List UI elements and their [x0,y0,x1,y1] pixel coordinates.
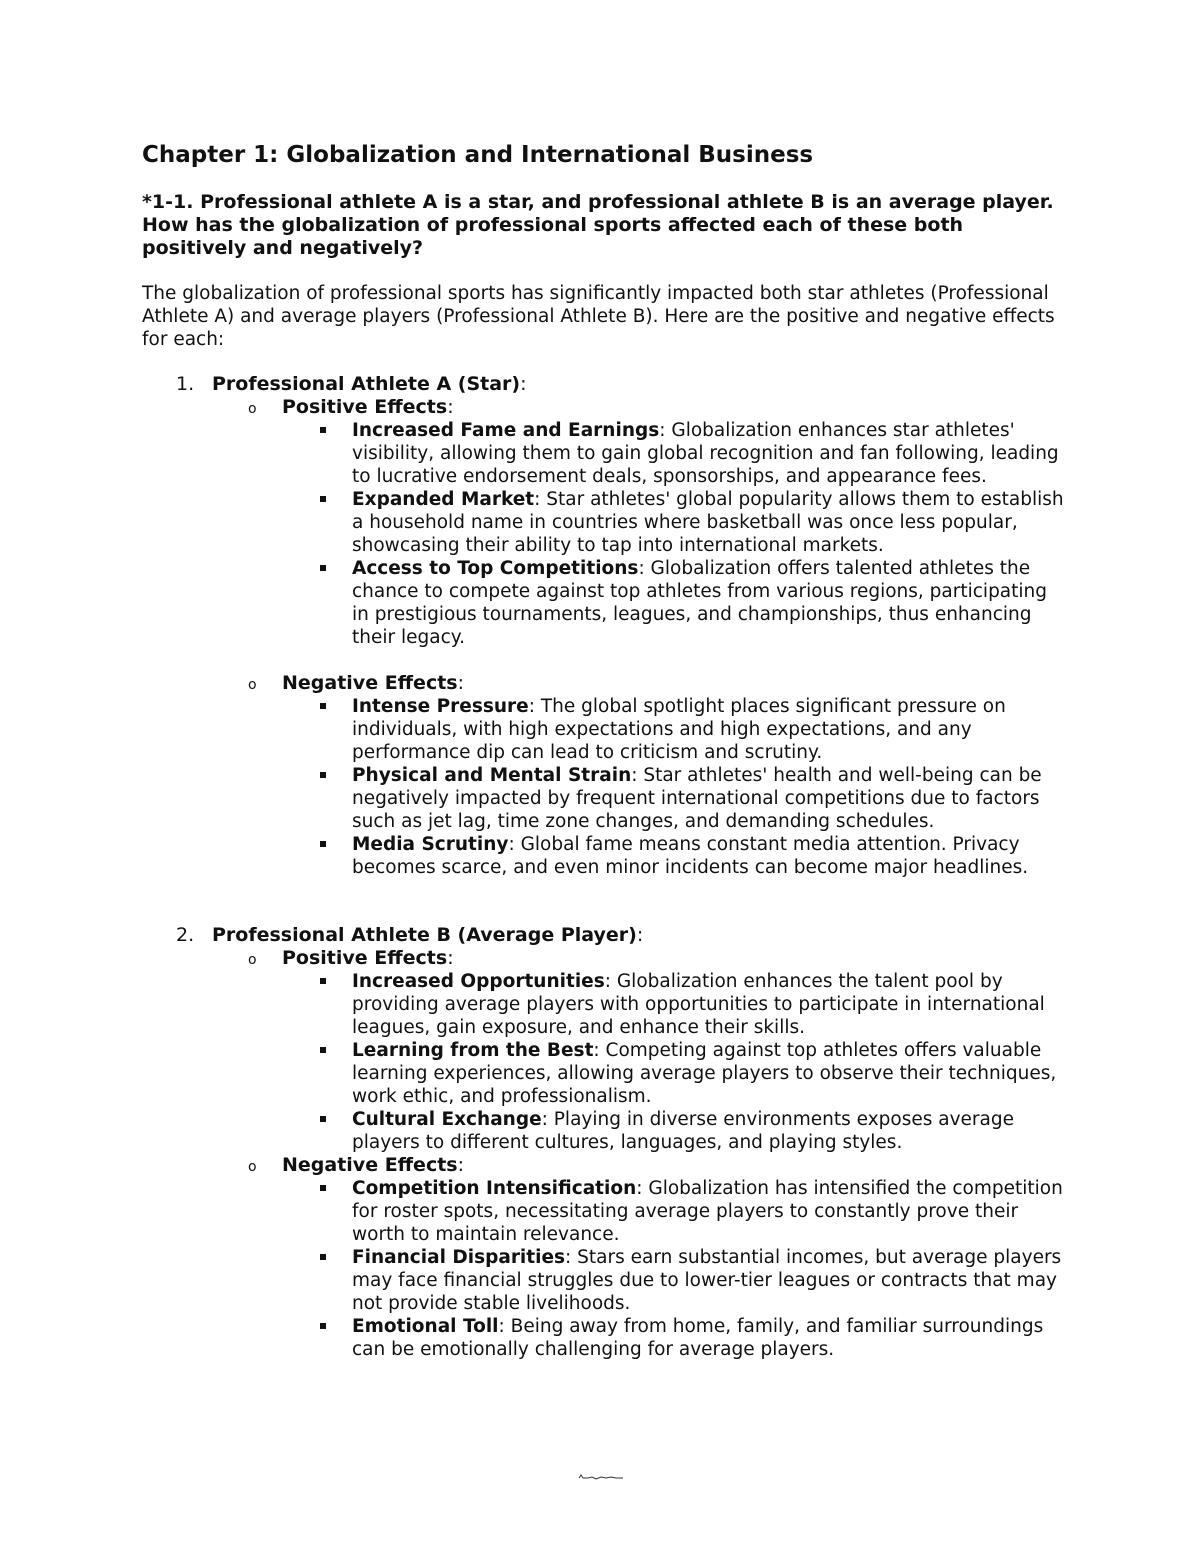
item-term: Intense Pressure [352,696,529,717]
item-text: : Globalization enhances the talent pool by providing average players with opportunities to participate in international leagues, gain exposure, and enhance their skills. [352,971,1045,1038]
footer-scribble-icon [578,1474,624,1480]
item-term: Access to Top Competitions [352,558,639,579]
list-item [318,695,1068,764]
group-heading-negative [248,1154,464,1179]
square-bullet-icon [320,978,326,984]
section-number: 2. [176,924,195,946]
page-title: Chapter 1: Globalization and International Business [142,142,814,168]
item-term: Financial Disparities [352,1247,566,1268]
section-heading [176,373,527,396]
item-term: Expanded Market [352,489,535,510]
item-term: Physical and Mental Strain [352,765,632,786]
section-title: Professional Athlete A (Star) [212,373,521,395]
group-heading-positive [248,947,454,972]
square-bullet-icon [320,1116,326,1122]
item-text: : Globalization enhances star athletes' visibility, allowing them to gain global recognition and fan following, leading to lucrative endorsement deals, sponsorships, and appearance fees. [352,420,1059,487]
item-term: Increased Fame and Earnings [352,420,660,441]
square-bullet-icon [320,1254,326,1260]
group-colon: : [457,1154,465,1176]
circle-bullet-icon: o [248,952,257,968]
list-item [318,1039,1068,1108]
item-text: : Globalization offers talented athletes the chance to compete against top athletes from various regions, participating in prestigious tournaments, leagues, and championships, thus enhancing their legacy. [352,558,1048,648]
list-item [318,557,1068,649]
square-bullet-icon [320,841,326,847]
square-bullet-icon [320,1323,326,1329]
item-text: : Stars earn substantial incomes, but average players may face financial struggles due to lower-tier leagues or contracts that may not provide stable livelihoods. [352,1247,1062,1314]
group-heading-positive [248,396,454,421]
group-heading-negative [248,672,464,697]
square-bullet-icon [320,427,326,433]
square-bullet-icon [320,1047,326,1053]
square-bullet-icon [320,703,326,709]
list-item [318,764,1068,833]
list-item [318,488,1068,557]
item-text: : Competing against top athletes offers valuable learning experiences, allowing average players to observe their techniques, work ethic, and professionalism. [352,1040,1057,1107]
section-colon: : [636,924,644,946]
negative-effects-list [318,1177,1068,1361]
group-colon: : [447,947,454,969]
square-bullet-icon [320,496,326,502]
section-title: Professional Athlete B (Average Player) [212,924,637,946]
intro-paragraph: The globalization of professional sports has significantly impacted both star athletes (Professional Athlete A) and average players (Professional Athlete B). Here are the positive and negative effects for each: [142,283,1055,350]
list-item [318,1246,1068,1315]
group-title: Negative Effects [282,672,458,694]
circle-bullet-icon: o [248,1159,257,1175]
square-bullet-icon [320,772,326,778]
square-bullet-icon [320,565,326,571]
item-term: Competition Intensification [352,1178,637,1199]
group-title: Positive Effects [282,396,448,418]
item-text: : Globalization has intensified the competition for roster spots, necessitating average players to constantly prove their worth to maintain relevance. [352,1178,1063,1245]
list-item [318,970,1068,1039]
item-term: Emotional Toll [352,1316,499,1337]
square-bullet-icon [320,1185,326,1191]
item-term: Media Scrutiny [352,834,509,855]
group-colon: : [447,396,454,418]
group-title: Negative Effects [282,1154,458,1176]
item-term: Cultural Exchange [352,1109,542,1130]
list-item [318,1177,1068,1246]
item-text: : Star athletes' health and well-being can be negatively impacted by frequent international competitions due to factors such as jet lag, time zone changes, and demanding schedules. [352,765,1042,832]
section-colon: : [520,373,527,395]
item-term: Learning from the Best [352,1040,594,1061]
question-text: *1-1. Professional athlete A is a star, and professional athlete B is an average player. How has the globalization of professional sports affected each of these both positively and negatively? [142,191,1054,259]
list-item [318,1315,1068,1361]
positive-effects-list [318,419,1068,649]
list-item [318,1108,1068,1154]
item-text: : Being away from home, family, and familiar surroundings can be emotionally challenging for average players. [352,1316,1044,1360]
item-term: Increased Opportunities [352,971,605,992]
negative-effects-list [318,695,1068,879]
section-number: 1. [176,373,195,395]
list-item [318,833,1068,879]
list-item [318,419,1068,488]
section-heading [176,924,643,947]
circle-bullet-icon: o [248,677,257,693]
positive-effects-list [318,970,1068,1154]
item-text: : Global fame means constant media attention. Privacy becomes scarce, and even minor incidents can become major headlines. [352,834,1029,878]
item-text: : Star athletes' global popularity allows them to establish a household name in countries where basketball was once less popular, showcasing their ability to tap into international markets. [352,489,1064,556]
circle-bullet-icon: o [248,401,257,417]
item-text: : The global spotlight places significant pressure on individuals, with high expectations and high expectations, and any performance dip can lead to criticism and scrutiny. [352,696,1006,763]
group-title: Positive Effects [282,947,448,969]
item-text: : Playing in diverse environments exposes average players to different cultures, languages, and playing styles. [352,1109,1014,1153]
group-colon: : [457,672,465,694]
